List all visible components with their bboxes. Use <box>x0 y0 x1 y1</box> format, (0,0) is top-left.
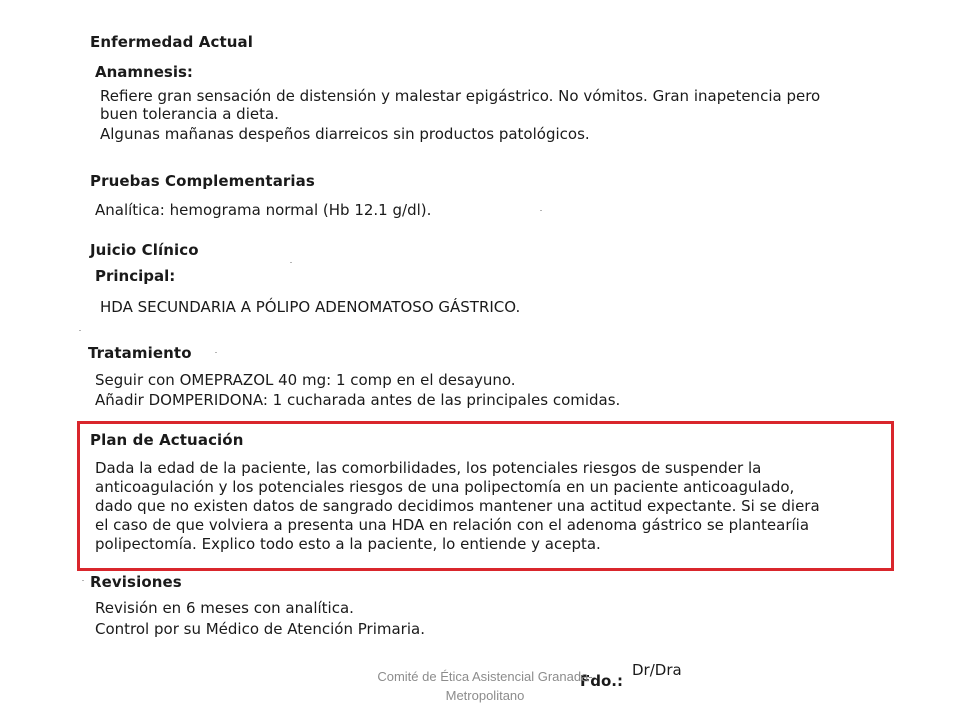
scan-speck <box>82 580 84 581</box>
plan-line: polipectomía. Explico todo esto a la paciente, lo entiende y acepta. <box>95 535 601 553</box>
anamnesis-line: Refiere gran sensación de distensión y malestar epigástrico. No vómitos. Gran inapetencia pero <box>100 87 821 105</box>
scan-speck <box>290 262 292 263</box>
doctor-label: Dr/Dra <box>632 661 682 679</box>
revision-line: Revisión en 6 meses con analítica. <box>95 599 354 617</box>
section-heading-pruebas-complementarias: Pruebas Complementarias <box>90 172 315 190</box>
section-heading-plan-actuacion: Plan de Actuación <box>90 431 244 449</box>
scan-speck <box>79 330 81 331</box>
signature-label: Fdo.: <box>580 672 623 690</box>
anamnesis-line: Algunas mañanas despeños diarreicos sin productos patológicos. <box>100 125 590 143</box>
plan-line: el caso de que volviera a presenta una HDA en relación con el adenoma gástrico se plantearíia <box>95 516 810 534</box>
anamnesis-line: buen tolerancia a dieta. <box>100 105 279 123</box>
principal-label: Principal: <box>95 267 176 285</box>
section-heading-tratamiento: Tratamiento <box>88 344 192 362</box>
treatment-line: Seguir con OMEPRAZOL 40 mg: 1 comp en el desayuno. <box>95 371 516 389</box>
section-heading-enfermedad-actual: Enfermedad Actual <box>90 33 253 51</box>
plan-line: anticoagulación y los potenciales riesgos de una polipectomía en un paciente anticoagulado, <box>95 478 795 496</box>
scan-speck <box>215 352 217 353</box>
plan-line: Dada la edad de la paciente, las comorbilidades, los potenciales riesgos de suspender la <box>95 459 762 477</box>
section-heading-juicio-clinico: Juicio Clínico <box>90 241 199 259</box>
pruebas-line: Analítica: hemograma normal (Hb 12.1 g/dl). <box>95 201 432 219</box>
scan-speck <box>540 210 542 211</box>
section-heading-revisiones: Revisiones <box>90 573 182 591</box>
footer-organization: Comité de Ética Asistencial Granada-Metropolitano <box>377 669 593 703</box>
anamnesis-label: Anamnesis: <box>95 63 193 81</box>
revision-line: Control por su Médico de Atención Primaria. <box>95 620 425 638</box>
treatment-line: Añadir DOMPERIDONA: 1 cucharada antes de las principales comidas. <box>95 391 621 409</box>
plan-line: dado que no existen datos de sangrado decidimos mantener una actitud expectante. Si se diera <box>95 497 820 515</box>
diagnosis-line: HDA SECUNDARIA A PÓLIPO ADENOMATOSO GÁSTRICO. <box>100 298 521 316</box>
